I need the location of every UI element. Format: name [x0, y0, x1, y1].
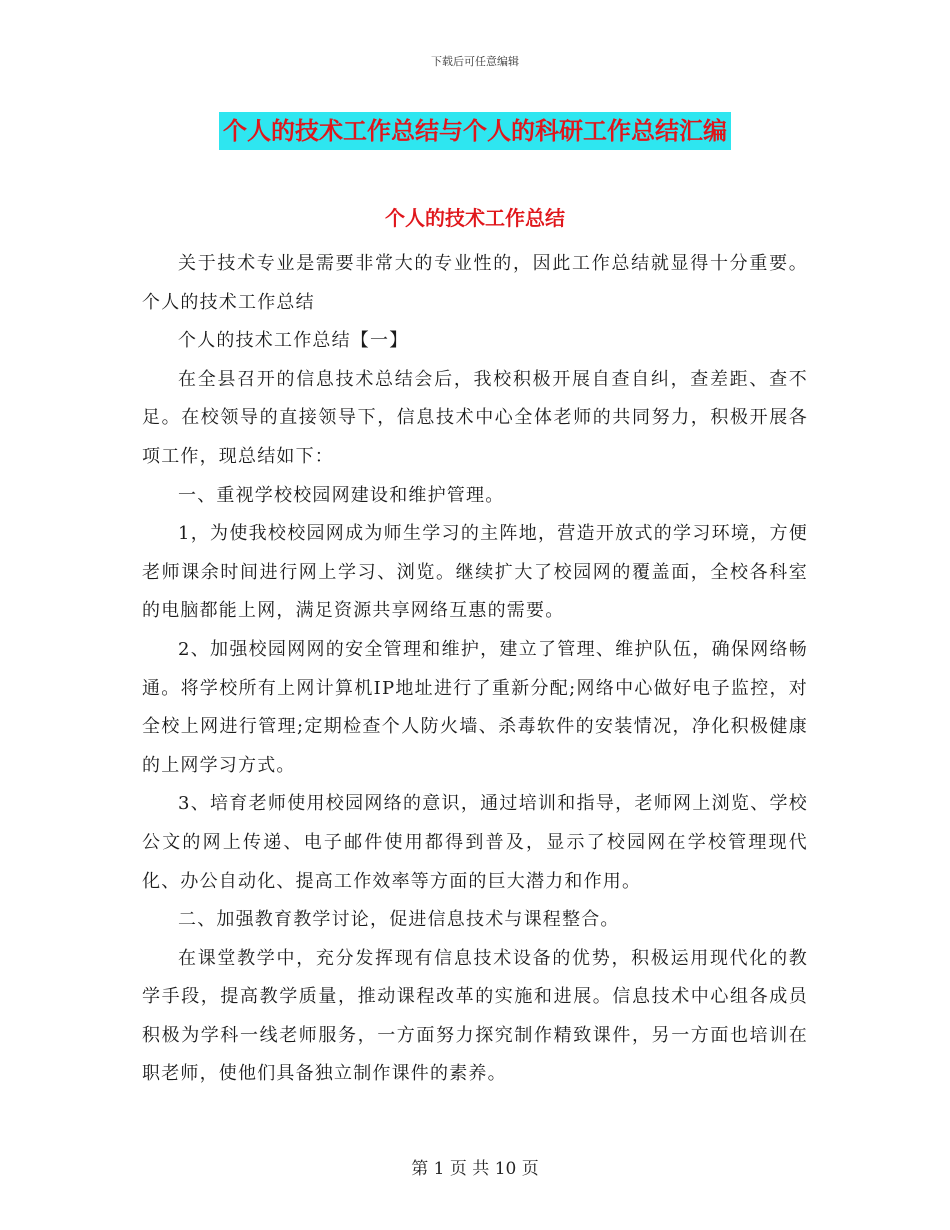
paragraph: 在课堂教学中，充分发挥现有信息技术设备的优势，积极运用现代化的教学手段，提高教学质量，推动课程改革的实施和进展。信息技术中心组各成员积极为学科一线老师服务，一方面努力探究制作精致课件，另一方面也培训在职老师，使他们具备独立制作课件的素养。: [142, 947, 808, 1085]
section-title: 个人的技术工作总结: [385, 206, 565, 230]
page-number: 第 1 页 共 10 页: [411, 1159, 539, 1179]
main-title-wrap: [0, 112, 950, 150]
main-title: 个人的技术工作总结与个人的科研工作总结汇编: [219, 112, 731, 150]
document-body: [142, 245, 808, 1094]
paragraph: 一、重视学校校园网建设和维护管理。: [178, 484, 505, 506]
paragraph: 2、加强校园网网的安全管理和维护，建立了管理、维护队伍，确保网络畅通。将学校所有上网计算机IP地址进行了重新分配;网络中心做好电子监控，对全校上网进行管理;定期检查个人防火墙、杀毒软件的安装情况，净化积极健康的上网学习方式。: [142, 638, 808, 776]
paragraph: 在全县召开的信息技术总结会后，我校积极开展自查自纠，查差距、查不足。在校领导的直接领导下，信息技术中心全体老师的共同努力，积极开展各项工作，现总结如下：: [142, 368, 808, 467]
page-header-note: 下载后可任意编辑: [431, 55, 519, 68]
paragraph: 个人的技术工作总结【一】: [178, 330, 409, 352]
paragraph: 1，为使我校校园网成为师生学习的主阵地，营造开放式的学习环境，方便老师课余时间进行网上学习、浏览。继续扩大了校园网的覆盖面，全校各科室的电脑都能上网，满足资源共享网络互惠的需要。: [142, 523, 808, 622]
paragraph: 二、加强教育教学讨论，促进信息技术与课程整合。: [178, 909, 620, 931]
paragraph: 3、培育老师使用校园网络的意识，通过培训和指导，老师网上浏览、学校公文的网上传递、电子邮件使用都得到普及，显示了校园网在学校管理现代化、办公自动化、提高工作效率等方面的巨大潜力和作用。: [142, 793, 808, 892]
paragraph: 关于技术专业是需要非常大的专业性的，因此工作总结就显得十分重要。个人的技术工作总结: [142, 253, 808, 313]
